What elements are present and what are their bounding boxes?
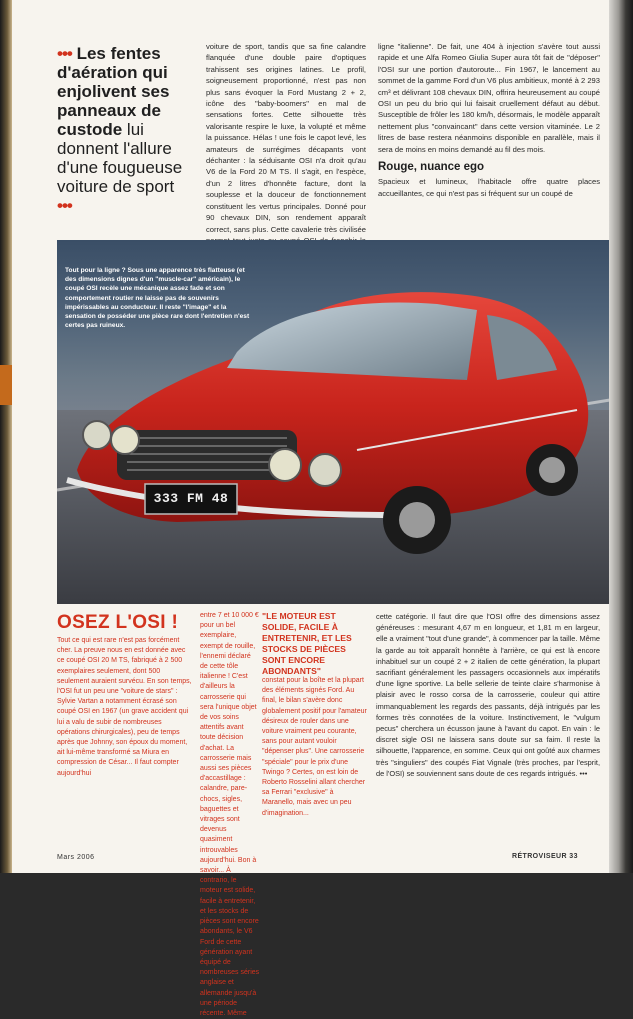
article-column-2-text: voiture de sport, tandis que sa fine calandre flanquée d'une double paire d'optiques trahissent ses origines latines. Le profil, soigneusement proportionné, n'est pas non plus sans évoquer la Ford Mustang 2 + 2, icône des "baby-boomers" en mal de sensations fortes. Cette silhouette très valorisante respire le luxe, la volupté et même la puissance. Hélas ! une fois le capot levé, les amateurs de surrégimes décapants vont déchanter : la séduisante OSI n'a droit qu'au V6 de la Ford 20 M TS. Il s'agit, en l'espèce, d'un 2 litres d'honnête facture, dont la souplesse et la douceur de fonctionnement constituent les vertus principales. Donné pour 90 chevaux DIN, son rendement apparaît correct, sans plus. Cette cavalerie très civilisée	[206, 42, 366, 234]
article-column-4	[376, 611, 600, 779]
headline-dots-close: •••	[57, 196, 72, 215]
sidebar-column-1	[57, 636, 193, 779]
facing-page-edge	[0, 0, 12, 873]
sidebar-column-3	[262, 676, 368, 819]
license-plate: 333 FM 48	[153, 491, 229, 506]
article-column-3-text-2: Spacieux et lumineux, l'habitacle offre quatre places accueillantes, ce qui n'est pas si fréquent sur un coupé de	[378, 177, 600, 198]
sidebar-title: OSEZ L'OSI !	[57, 612, 179, 633]
article-column-4-text: cette catégorie. Il faut dire que l'OSI offre des dimensions assez généreuses : mesurant 4,67 m en longueur, et 1,81 m en largeur, elle a vraiment "tout d'une grande", à commencer par la taille. Même la garde au toit apparaît honnête à l'arrière, ce qui est là encore inhabituel sur un coupé 2 + 2 italien de cette génération, la plupart sacrifiant généralement les passagers occasionnels aux impératifs d'une ligne sportive. La belle sellerie de teinte claire s'harmonise à plaisir avec le rosso corsa de la carrosserie, couleur qui attire immanquablement les regards des passants, déjà intrigués par les formes très connotées de la voiture. Instinctivement, le "vulgum pecus" cherchera un écusson jaune à l'avant du capot. En vain : le discret sigle OSI ne laissera sans doute sur sa faim. Il reste la silhouette, l'apparence, en somme. Ceux qui ont goûté aux charmes très "singuliers" des coupés Fiat Vignale (très proches, par l'esprit, de l'OSI) se souviennent sans doute de ces regards intrigués. •••	[376, 612, 600, 778]
sidebar-column-3-text: constat pour la boîte et la plupart des éléments signés Ford. Au final, le bilan s'avère donc globalement positif pour l'amateur désireux de rouler dans une voiture vraiment peu courante, sans pour autant vouloir "dépenser plus". Une carrosserie "spéciale" pour le prix d'une Twingo ? Certes, on est loin de Roberto Rosselini allant chercher sa Ferrari "exclusive" à Maranello, mais avec un peu d'imagination...	[262, 677, 367, 817]
facing-page-photo-fragment	[0, 365, 12, 405]
sidebar-pull-quote: "LE MOTEUR EST SOLIDE, FACILE À ENTRETENIR, ET LES STOCKS DE PIÈCES SONT ENCORE ABONDANTS"	[262, 611, 352, 676]
sidebar-column-1-text: Tout ce qui est rare n'est pas forcément cher. La preuve nous en est donnée avec ce coupé OSI 20 M TS, fabriqué à 2 500 exemplaires seulement, dont 500 seulement auraient survécu. En son temps, l'OSI fut un peu une "voiture de stars" : Sylvie Vartan a notamment écrasé son coupé OSI en 1967 (un grave accident qui lui a valu de subir de nombreuses opérations chirurgicales), peu de temps après que Johnny, son époux du moment, ait lui-même transformé sa Miura en compression de César... Il faut compter aujourd'hui	[57, 637, 192, 777]
headline-dots-open: •••	[57, 44, 72, 63]
article-headline	[57, 44, 189, 215]
footer-page-number: RÉTROVISEUR 33	[512, 853, 578, 860]
sidebar-column-2	[200, 611, 260, 1019]
car-photo	[57, 240, 610, 604]
headline-bold-text: Les fentes d'aération qui enjolivent ses panneaux de custode	[57, 44, 170, 139]
article-subhead: Rouge, nuance ego	[378, 161, 485, 174]
photo-caption: Tout pour la ligne ? Sous une apparence très flatteuse (et des dimensions dignes d'un "muscle-car" américain), le coupé OSI recèle une mécanique assez fade et son comportement routier ne laisse pas de souvenirs impérissables au conducteur. Il reste "l'image" et la sensation de posséder une pièce rare dont l'entretien n'est certes pas ruineux.	[65, 267, 250, 330]
article-column-3	[378, 41, 600, 199]
footer-date: Mars 2006	[57, 854, 95, 861]
headline-thin-text: lui donnent l'allure d'une fougueuse voiture de sport	[57, 120, 183, 196]
article-column-3-text: ligne "italienne". De fait, une 404 à injection s'avère tout aussi rapide et une Alfa Romeo Giulia Super aura tôt fait de "déposer" l'OSI sur une portion d'autoroute... Fin 1967, le lancement au sommet de la gamme Ford d'un V6 plus ambitieux, monté à 2 293 cm³ et délivrant 108 chevaux DIN, offrira heureusement au coupé OSI un peu du brio qui lui faisait cruellement défaut au début. Susceptible de frôler les 180 km/h, désormais, le modèle apparaît nettement plus "convaincant" dans cette version vitaminée. Le 2 litres de base restera néanmoins disponible en parallèle, mais il sera de moins en moins demandé au fil des mois.	[378, 42, 600, 154]
sidebar-column-2-text: entre 7 et 10 000 € pour un bel exemplaire, exempt de rouille, l'ennemi déclaré de cette tôle italienne ! C'est d'ailleurs la carrosserie qui sera l'unique objet de vos soins attentifs avant toute décision d'achat. La carrosserie mais aussi ses pièces d'accastillage : calandre, pare-chocs, sigles, baguettes et vitrages sont devenus quasiment introuvables aujourd'hui. Bon à savoir... À contrario, le moteur est solide, facile à entretenir, et les stocks de pièces sont encore abondants, le V6 Ford de cette génération ayant équipé de nombreuses séries anglaise et allemande jusqu'à une période récente. Même	[200, 612, 260, 1017]
page-spine-shadow	[609, 0, 633, 873]
